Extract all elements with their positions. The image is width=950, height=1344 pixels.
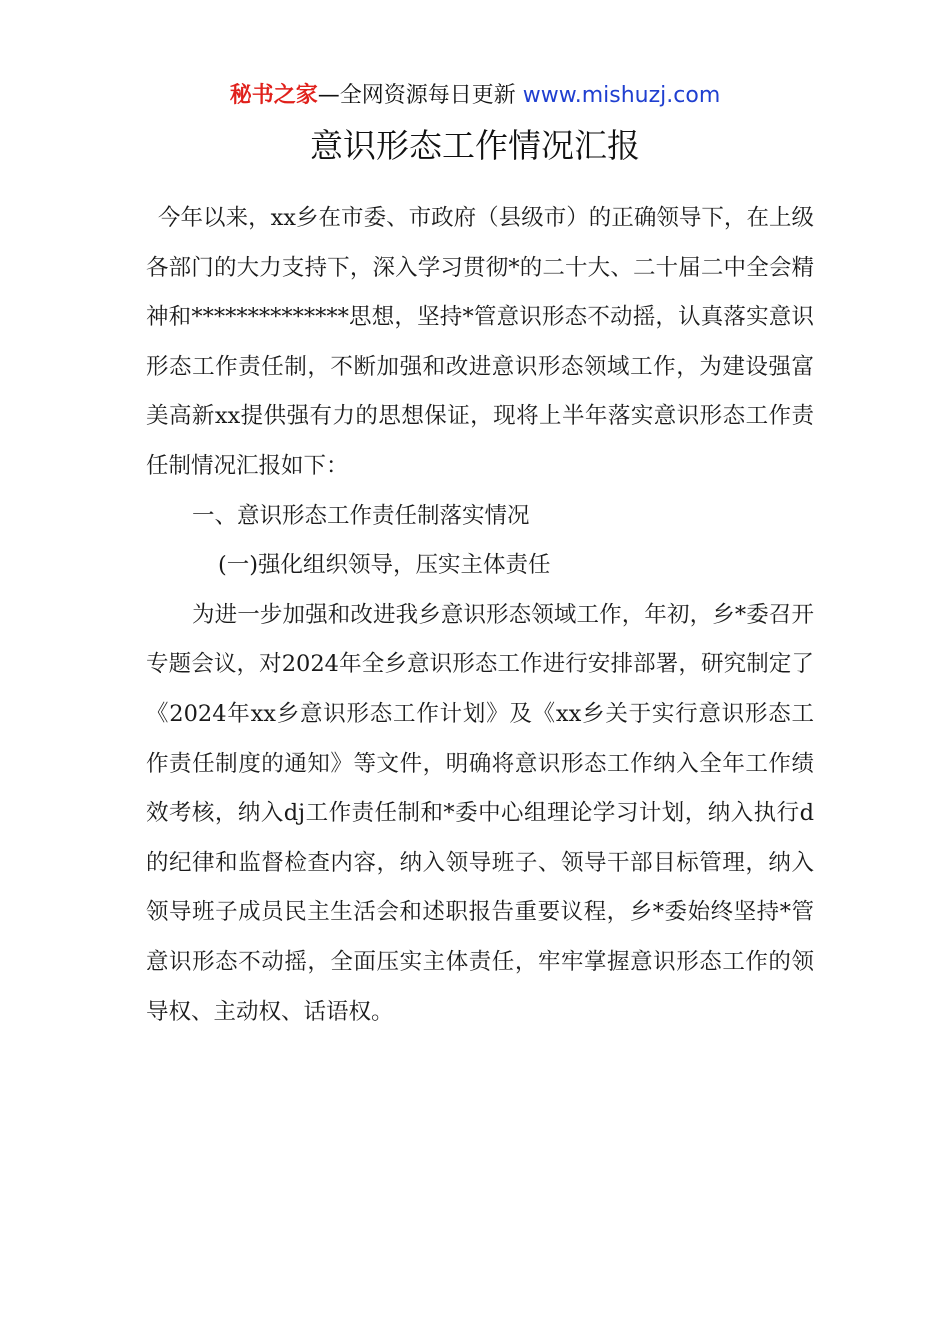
brand-name: 秘书之家 <box>229 83 318 108</box>
document-body <box>146 194 814 1037</box>
section-heading-1: 一、意识形态工作责任制落实情况 <box>192 502 530 529</box>
banner-tagline: —全网资源每日更新 <box>317 83 523 108</box>
site-banner <box>0 80 950 112</box>
paragraph-intro: 今年以来，xx乡在市委、市政府（县级市）的正确领导下，在上级各部门的大力支持下，深入学习贯彻*的二十大、二十届二中全会精神和**************思想，坚持*管意识形态不动摇，认真落实意识形态工作责任制，不断加强和改进意识形态领域工作，为建设强富美高新xx提供强有力的思想保证，现将上半年落实意识形态工作责任制情况汇报如下： <box>146 205 814 479</box>
site-url-link[interactable]: www.mishuzj.com <box>522 83 721 108</box>
paragraph-organization: 为进一步加强和改进我乡意识形态领域工作，年初，乡*委召开专题会议，对2024年全乡意识形态工作进行安排部署，研究制定了《2024年xx乡意识形态工作计划》及《xx乡关于实行意识形态工作责任制度的通知》等文件，明确将意识形态工作纳入全年工作绩效考核，纳入dj工作责任制和*委中心组理论学习计划，纳入执行d的纪律和监督检查内容，纳入领导班子、领导干部目标管理，纳入领导班子成员民主生活会和述职报告重要议程，乡*委始终坚持*管意识形态不动摇，全面压实主体责任，牢牢掌握意识形态工作的领导权、主动权、话语权。 <box>146 601 814 1025</box>
document-title: 意识形态工作情况汇报 <box>310 126 640 165</box>
subsection-heading-1: (一)强化组织领导，压实主体责任 <box>218 552 551 579</box>
